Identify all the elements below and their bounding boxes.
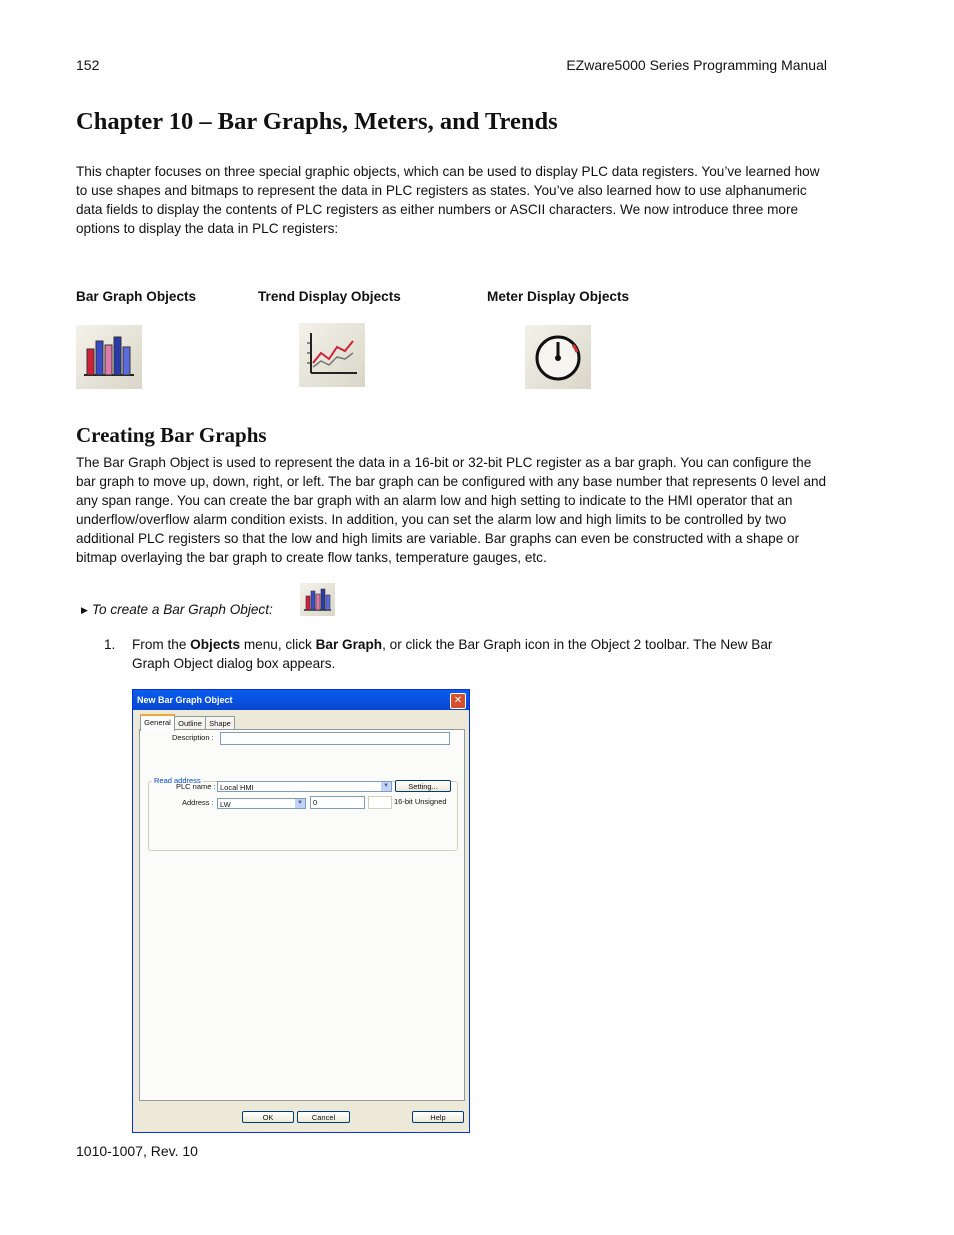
plc-name-value: Local HMI bbox=[220, 783, 254, 792]
address-extra-field bbox=[368, 796, 392, 809]
bar-graph-objects-label: Bar Graph Objects bbox=[76, 289, 197, 304]
step-menu-name: Objects bbox=[190, 637, 241, 652]
help-button[interactable]: Help bbox=[412, 1111, 464, 1123]
bar-graph-icon bbox=[300, 583, 335, 616]
description-input[interactable] bbox=[220, 732, 450, 745]
read-address-group-title: Read address bbox=[154, 776, 201, 785]
step-text-part: , or click the Bar Graph icon in the Object 2 toolbar. The New Bar Graph Object dialog box appears. bbox=[132, 637, 773, 671]
step-item-name: Bar Graph bbox=[315, 637, 383, 652]
setting-button[interactable]: Setting... bbox=[395, 780, 451, 792]
data-format-label: 16-bit Unsigned bbox=[394, 797, 447, 806]
dialog-titlebar[interactable] bbox=[133, 690, 469, 710]
step-text bbox=[132, 635, 812, 673]
ok-button[interactable]: OK bbox=[242, 1111, 294, 1123]
description-label: Description : bbox=[172, 733, 214, 742]
chevron-down-icon[interactable]: ▼ bbox=[381, 782, 391, 791]
procedure-label bbox=[81, 602, 273, 617]
section-title: Creating Bar Graphs bbox=[76, 423, 267, 447]
general-tab-panel bbox=[139, 729, 465, 1101]
intro-paragraph: This chapter focuses on three special graphic objects, which can be used to display PLC data registers. You’ve learned how to use shapes and bitmaps to represent the data in PLC registers as states. You’ve also learned how to use alphanumeric data fields to display the contents of PLC registers as either numbers or ASCII characters. We now introduce three more options to display the data in PLC registers: bbox=[76, 164, 820, 236]
step-text-part: menu, click bbox=[240, 637, 316, 652]
trend-display-objects-label: Trend Display Objects bbox=[258, 289, 401, 304]
dialog-title: New Bar Graph Object bbox=[137, 695, 233, 705]
section-paragraph: The Bar Graph Object is used to represent the data in a 16-bit or 32-bit PLC register as a bar graph. You can configure the bar graph to move up, down, right, or left. The bar graph can be configured with any base number that represents 0 level and any span range. You can create the bar graph with an alarm low and high setting to indicate to the HMI operator that an underflow/overflow alarm condition exists. In addition, you can set the alarm low and high limits to be controlled by two additional PLC registers so that the low and high limits are variable. Bar graphs can even be constructed with a shape or bitmap overlaying the bar graph to create flow tanks, temperature gauges, etc. bbox=[76, 455, 827, 565]
chapter-title: Chapter 10 – Bar Graphs, Meters, and Trends bbox=[76, 108, 558, 135]
address-type-value: LW bbox=[220, 800, 231, 809]
address-type-select[interactable] bbox=[217, 798, 306, 809]
procedure-text: To create a Bar Graph Object: bbox=[91, 602, 273, 617]
meter-display-objects-label: Meter Display Objects bbox=[487, 289, 630, 304]
document-revision: 1010-1007, Rev. 10 bbox=[76, 1143, 198, 1159]
meter-display-icon bbox=[525, 325, 591, 389]
new-bar-graph-dialog bbox=[132, 689, 470, 1133]
step-text-part: From the bbox=[132, 637, 191, 652]
tab-shape[interactable]: Shape bbox=[205, 716, 235, 730]
address-input[interactable]: 0 bbox=[310, 796, 365, 809]
triangle-right-icon: ▶ bbox=[81, 605, 88, 615]
bar-graph-icon bbox=[76, 325, 142, 389]
manual-title: EZware5000 Series Programming Manual bbox=[566, 57, 827, 73]
chevron-down-icon[interactable]: ▼ bbox=[295, 799, 305, 808]
step-number: 1. bbox=[104, 637, 116, 652]
plc-name-select[interactable] bbox=[217, 781, 392, 792]
tab-outline[interactable]: Outline bbox=[174, 716, 206, 730]
page-number: 152 bbox=[76, 57, 100, 73]
address-label: Address : bbox=[182, 798, 214, 807]
plc-name-label: PLC name : bbox=[176, 782, 216, 791]
trend-display-icon bbox=[299, 323, 365, 387]
tab-general[interactable]: General bbox=[140, 714, 175, 731]
cancel-button[interactable]: Cancel bbox=[297, 1111, 350, 1123]
close-icon[interactable]: ✕ bbox=[450, 693, 466, 709]
